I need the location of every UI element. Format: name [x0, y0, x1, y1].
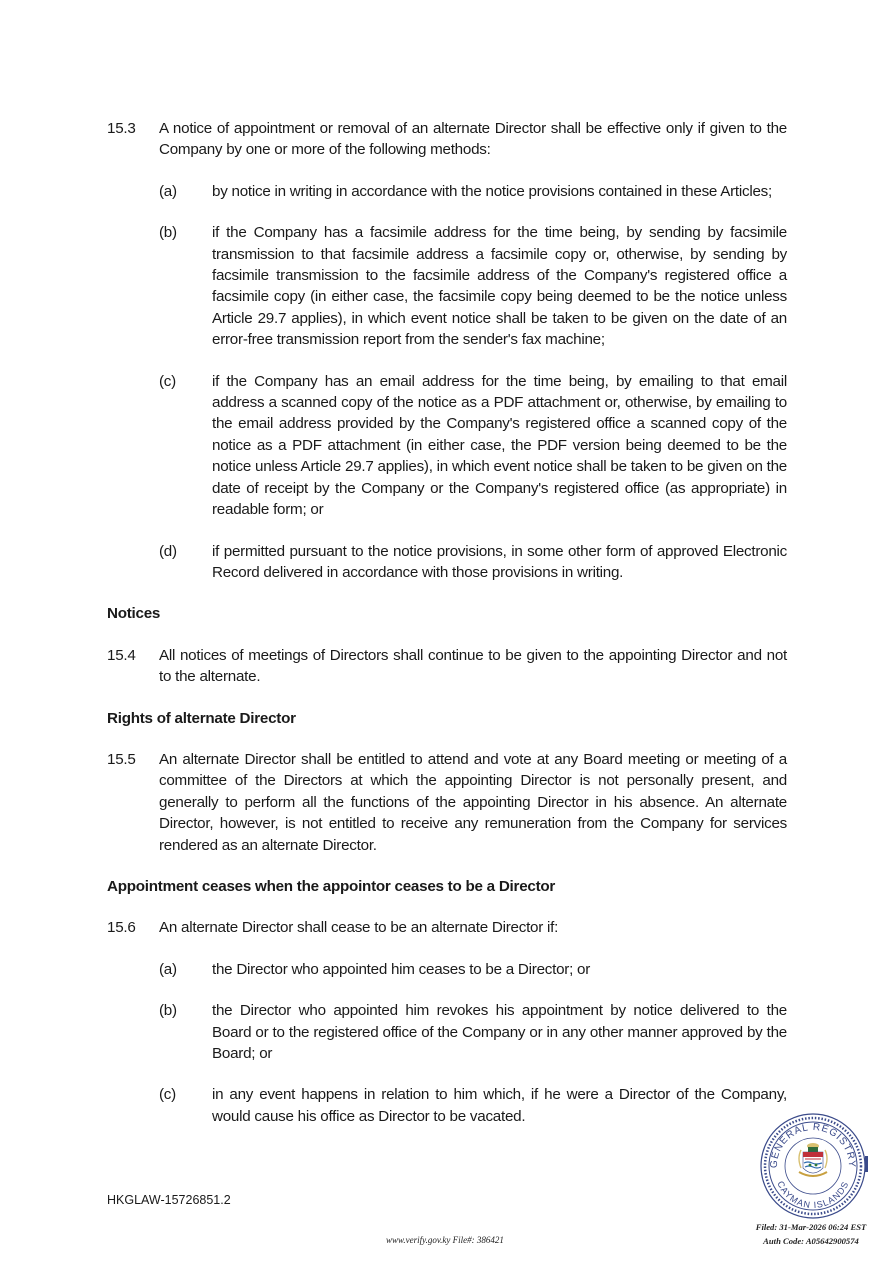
- verify-url: www.verify.gov.ky File#: 386421: [386, 1235, 504, 1245]
- subclause-text: the Director who appointed him revokes his appointment by notice delivered to the Board or to the registered office of the Company or in any other manner approved by the Board; or: [212, 1002, 787, 1062]
- section-heading-notices: Notices: [107, 605, 161, 623]
- clause-number: 15.3: [107, 120, 136, 137]
- clause-15-6: [107, 917, 787, 938]
- subclause-label: (d): [159, 542, 177, 560]
- section-heading-appointment-ceases: Appointment ceases when the appointor ceases to be a Director: [107, 877, 556, 895]
- clause-15-3: [107, 118, 787, 161]
- filing-info: [750, 1220, 872, 1248]
- clause-text: All notices of meetings of Directors shall continue to be given to the appointing Director and not to the alternate.: [159, 646, 787, 686]
- clause-number: 15.4: [107, 646, 136, 664]
- section-heading-rights: Rights of alternate Director: [107, 709, 296, 727]
- subclause-label: (c): [159, 372, 176, 390]
- subclause-label: (a): [159, 960, 177, 978]
- filed-date: Filed: 31-Mar-2026 06:24 EST: [755, 1222, 867, 1232]
- clause-text: An alternate Director shall cease to be an alternate Director if:: [159, 919, 559, 937]
- subclause-label: (a): [159, 182, 177, 200]
- subclause-label: (c): [159, 1086, 176, 1104]
- subclause-text: in any event happens in relation to him which, if he were a Director of the Company, would cause his office as Director to be vacated.: [212, 1086, 787, 1125]
- clause-number: 15.5: [107, 750, 136, 768]
- registry-seal-graphic: [757, 1112, 869, 1220]
- clause-text: A notice of appointment or removal of an alternate Director shall be effective only if given to the Company by one or more of the following methods:: [159, 120, 787, 159]
- subclause-15-3-a: [159, 181, 787, 202]
- subclause-text: by notice in writing in accordance with the notice provisions contained in these Articles;: [212, 182, 773, 200]
- subclause-15-6-c: [159, 1084, 787, 1127]
- clause-15-4: [107, 645, 787, 688]
- coat-of-arms-seal-icon: [757, 1112, 869, 1220]
- document-body: [107, 118, 787, 1127]
- seal-tab: [865, 1156, 868, 1172]
- auth-code: Auth Code: A05642900574: [763, 1236, 859, 1246]
- subclause-text: if the Company has an email address for the time being, by emailing to that email address a scanned copy of the notice as a PDF attachment or, otherwise, by emailing to the email address provided by the Company's registered office a scanned copy of the notice as a PDF attachment (in either case, the PDF version being deemed to be the notice unless Article 29.7 applies), in which event notice shall be taken to be given on the date of receipt by the Company or the Company's registered office (as appropriate) in readable form; or: [212, 372, 787, 519]
- clause-15-5: [107, 749, 787, 856]
- clause-text: An alternate Director shall be entitled to attend and vote at any Board meeting or meeting of a committee of the Directors at which the appointing Director is not personally present, and generally to perform all the functions of the appointing Director in his absence. An alternate Director, however, is not entitled to receive any remuneration from the Company for services rendered as an alternate Director.: [159, 750, 787, 854]
- subclause-text: if the Company has a facsimile address for the time being, by sending by facsimile transmission to that facsimile address a facsimile copy or, otherwise, by sending by facsimile transmission to the facsimile address of the Company's registered office a facsimile copy (in either case, the facsimile copy being deemed to be the notice unless Article 29.7 applies), in which event notice shall be taken to be given on the date of an error-free transmission report from the sender's fax machine;: [212, 224, 787, 349]
- subclause-text: the Director who appointed him ceases to be a Director; or: [212, 960, 591, 978]
- subclause-15-6-a: [159, 959, 787, 980]
- subclause-label: (b): [159, 1002, 177, 1020]
- clause-number: 15.6: [107, 919, 136, 937]
- document-reference: HKGLAW-15726851.2: [107, 1193, 231, 1207]
- subclause-label: (b): [159, 224, 177, 242]
- subclause-15-3-d: [159, 541, 787, 584]
- subclause-15-3-b: [159, 222, 787, 350]
- subclause-text: if permitted pursuant to the notice provisions, in some other form of approved Electronic Record delivered in accordance with those provisions in writing.: [212, 542, 787, 581]
- seal-bottom-text: CAYMAN ISLANDS: [775, 1179, 851, 1211]
- coat-of-arms: [799, 1143, 827, 1176]
- subclause-15-3-c: [159, 371, 787, 521]
- seal-top-text: GENERAL REGISTRY: [768, 1121, 858, 1169]
- subclause-15-6-b: [159, 1000, 787, 1064]
